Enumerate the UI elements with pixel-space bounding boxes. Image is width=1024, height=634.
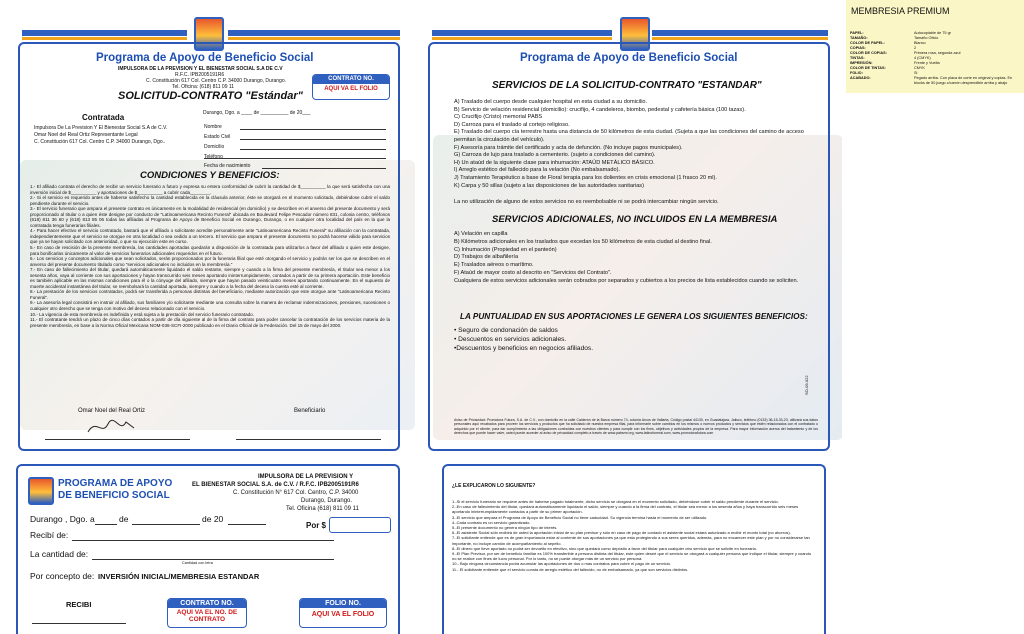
condition-item: 10.- La vigencia de esta membresía es indefinida y está sujeta a la prestación del servicio funerario contratado. (30, 311, 254, 317)
receipt-org-line-2: EL BIENESTAR SOCIAL S.A. de C.V. / R.F.C. IPB2005191R6 (192, 482, 359, 488)
checklist-title: ¿LE EXPLICARON LO SIGUIENTE? (452, 483, 536, 489)
spec-value: Tamaño Oficio (914, 36, 939, 40)
header-stripe-left-orange (22, 37, 187, 40)
condition-item: 1.- El afiliado contrata el derecho de recibir un servicio funerario a futuro y expresa su entera conformidad de cubrir la cantidad de $__________ la que será satisfecha con una inversión inicial de $__________ y aportaciones de $__________ a cubrir cada________. (30, 184, 390, 195)
checklist-panel (418, 452, 842, 634)
additional-service-item: C) Inhumación (Propiedad en el panteón) (454, 246, 557, 253)
receipt-folio-value: AQUI VA EL FOLIO (311, 611, 375, 618)
checklist-item: 7.-El solicitante entiende que es de gran importancia estar al corriente de sus aportaciones ya que esta protegiendo a sus seres queridos, además, para no encarecer este plan y por no considerarse tan importante, no incluye camión de acompañamiento al sepelio. (452, 535, 810, 546)
document-title: SOLICITUD-CONTRATO "Estándar" (118, 90, 303, 102)
service-item: H) Un ataúd de la siguiente clase para inhumación: ATAÚD METÁLICO BÁSICO. (454, 159, 655, 166)
additional-service-item: A) Velación en capilla (454, 231, 508, 237)
org-title: Programa de Apoyo de Beneficio Social (520, 52, 738, 64)
checklist-item: 6.-El asistente Social sólo recibirá de usted la aportación inicial de su plan previsor y sólo en caso de pago de contado el asistente social estará autorizado a recibir el monto total (no ahorros). (452, 530, 791, 536)
checklist-item: 5.-El presente documento no genera ningún tipo de interés. (452, 525, 558, 531)
field-telefono-label: Teléfono (204, 154, 223, 160)
spec-key: FOLIO: (850, 71, 863, 75)
service-item: D) Carroza para el traslado al cortejo religioso. (454, 121, 570, 128)
header-stripe-right-blue (228, 30, 400, 36)
receipt-org-line-5: Tel. Oficina (618) 811 09 11 (286, 506, 359, 512)
receipt-cantidad-label: La cantidad de: (30, 549, 89, 559)
receipt-folio-box (299, 598, 387, 628)
spec-value: 2 (914, 46, 917, 50)
receipt-day-line[interactable] (95, 524, 117, 525)
spec-key: COLOR DE TINTAS: (850, 66, 886, 70)
receipt-recibi-sign-label: RECIBI (66, 600, 92, 609)
contratada-line-2: Omar Noel del Real Ortiz Representante Legal (34, 132, 138, 138)
signature-left-label: Omar Noel del Real Ortiz (78, 408, 146, 414)
contract-folio-value: AQUI VA EL FOLIO (324, 86, 378, 92)
contract-folio-box (312, 74, 390, 100)
header-stripe-left-blue (432, 30, 612, 36)
benefit-item: • Descuentos en servicios adicionales. (454, 336, 567, 343)
checklist-item: 9.-El Plan Previsor, por ser de beneficio familiar es 100% transferible a persona distinta del titular, este quien deseé que el servicio se otorgará a cualquier persona que indique el titular, siempre y cuando no se realice con fines de lucro personal. Por lo tanto, no se puede otorgar más de un servicio por persona. (452, 551, 812, 562)
conditions-title: CONDICIONES Y BENEFICIOS: (140, 170, 280, 181)
contratada-line-3: C. Constitución 617 Col. Centro C.P. 34000 Durango, Dgo.. (34, 139, 166, 145)
checklist-items (452, 499, 814, 572)
spec-value: CMYK (914, 66, 925, 70)
additional-services-list (454, 231, 818, 286)
benefits-list (454, 326, 593, 353)
additional-service-item: D) Trabajos de albañilería (454, 254, 519, 261)
date-line: Durango, Dgo. a ____ de __________ de 20___ (203, 110, 311, 116)
field-domicilio-line-2[interactable] (204, 158, 386, 159)
additional-service-item: E) Traslados aéreos o marítimo. (454, 262, 534, 269)
condition-item: 7.- En caso de fallecimiento del titular, quedará automáticamente liquidado el saldo restante, siempre y cuando a la firma del presente membresía, el titular sea menor a los sesenta años, vaya al corriente con sus aportaciones y hayan transcurrido seis meses aportando ininterrumpidamente, contados a partir de su primera aportación. Este beneficio es también aplicable en las mismas condiciones para él o la cónyuge del afiliado, siempre que hayan pasado veinticuatro meses aportando continuamente. En el supuesto de muerte accidental instantánea del titular, se reembolsará la cantidad aportada, siempre y cuando a la fecha del deceso la cuenta esté al corriente. (30, 267, 390, 289)
org-line-4: Tel. Oficina: (618) 811 09 11 (172, 84, 235, 90)
spec-key: COLOR DE COPIAS: (850, 51, 887, 55)
spec-value: Frente y Vuelta (914, 61, 940, 65)
spec-note (846, 0, 1024, 93)
receipt-recibi-line[interactable] (72, 540, 334, 541)
receipt-folio-header: FOLIO NO. (300, 599, 386, 608)
signature-right-label: Beneficiario (294, 408, 326, 414)
contract-folio-header: CONTRATO NO. (313, 75, 389, 84)
privacy-notice: Aviso de Privacidad: Promotora Futura, S.A. de C.V., con domicilio en la calle Calderón de la Barca número 74, colonia Arcos de Vallarta, Código postal 44130, en Guadalajara, Jalisco, teléfono (0133) 36-15-33-23, utilizará sus datos personales aquí recabados para proveer los servicios y productos que ha solicitado de nuestra empresa filial, para informarle sobre cambios en los mismos o nuevos productos y servicios que estén relacionados con el contratado o adquirido por el cliente; para dar cumplimiento a las obligaciones contraídas con nuestros clientes y para cumplir con los fines, objetivos y actividades propios de la empresa. Para mayor información acerca del tratamiento y de los derechos que puede hacer valer, usted puede acceder al aviso de privacidad completo a través de www.pabsmr.org, www.latinofuneral.com, www.promotorafutura.com (454, 418, 818, 435)
receipt-org-line-3: C. Constitución N° 617 Col. Centro, C.P. 34000 (233, 490, 359, 496)
service-item: F) Asesoría para trámite del certificado y acta de defunción. (No incluye pagos municipales). (454, 144, 683, 151)
spec-value: Si (914, 71, 918, 75)
condition-item: 9.- La asesoría legal consistirá en instruir al afiliado, sus familiares y/o solicitante mediante una consulta sobre la manera de reclamar indemnizaciones, pensiones, sucesiones o cualquier otro derecho que se tenga con motivo del deceso relacionado con el servicio. (30, 300, 390, 312)
condition-item: 6.- Los servicios y conceptos adicionales que sean solicitados, serán proporcionados por la funeraria filial que esté otorgando el servicio y podrán ser los que se describen en el anverso del presente documento titulado como "servicios adicionales no incluidos en la membresía." (30, 256, 390, 267)
receipt-concepto-label: Por concepto de: (30, 571, 95, 581)
receipt-recibi-label: Recibí de: (30, 530, 69, 540)
spec-key: COPIAS: (850, 46, 866, 50)
checklist-item: 3.-El servicio que ampara el Programa de Apoyo de Beneficio Social no tiene caducidad. Su vigencia termina hasta el momento de ser utilizado. (452, 514, 708, 520)
benefit-item: • Seguro de condonación de saldos (454, 327, 558, 334)
receipt-org-title-2: DE BENEFICIO SOCIAL (58, 490, 170, 501)
additional-service-item: F) Ataúd de mayor costo al descrito en "Servicios del Contrato". (454, 269, 612, 276)
additional-services-title: SERVICIOS ADICIONALES, NO INCLUIDOS EN LA MEMBRESIA (492, 214, 778, 225)
receipt-date-prefix: Durango , Dgo. a (30, 514, 95, 524)
spec-value: Blanco (914, 41, 926, 45)
checklist-item: 8.-El dinero que lleve aportado no podrá ser devuelto en efectivo, sino que quedará como depósito a favor del titular para cualquier otro servicio que se solicite en funeraria. (452, 545, 757, 551)
receipt-date-de-1: de (119, 514, 129, 524)
spec-row (850, 76, 1022, 86)
receipt-cantidad-line[interactable] (92, 559, 334, 560)
checklist-item: 10.- Bajo ninguna circunstancia podrá acumular las aportaciones de dos o mas contratos para cubrir el pago de un servicio. (452, 561, 672, 567)
spec-key: ACABADO: (850, 76, 871, 80)
additional-services-note: Cualquiera de estos servicios adicionales serán cobrados por separados y cubiertos a los precios de lista establecidos cuando se soliciten. (454, 277, 799, 284)
spec-key: COLOR DE PAPEL: (850, 41, 885, 45)
org-title: Programa de Apoyo de Beneficio Social (96, 52, 314, 64)
checklist-item: 1.-Si el servicio funerario se requiere antes de haberse pagado totalmente, dicho servicio se otorgará en el momento solicitado, debiéndose cubrir el saldo pendiente durante el servicio. (452, 499, 779, 504)
service-item: B) Servicio de velación residencial (domicilio): crucifijo, 4 candeleros, biombo, pedestal y cafetería básica (100 tazas). (454, 106, 746, 113)
services-title: SERVICIOS DE LA SOLICITUD-CONTRATO "ESTANDAR" (492, 80, 762, 91)
field-nombre-label: Nombre (204, 124, 222, 130)
condition-item: 4.- Para hacer efectivo el servicio contratado, bastará que el afiliado o solicitante acredite personalmente ante "Latinoamericana Recinto Funeral" su afiliación con la contratada, independientemente que el servicio se otorgue en otra localidad o sea cedido a un tercero. El servicio que ampara el presente documento no podrá hacerse válido para servicios que ya se hayan solicitado con anterioridad, o que su ejecución este en curso. (30, 228, 390, 245)
contratada-line-1: Impulsora De La Prevision Y El Bienestar Social S.A de C.V. (34, 125, 168, 131)
org-line-1: IMPULSORA DE LA PREVISION Y EL BIENESTAR SOCIAL S.A DE C.V (118, 66, 283, 72)
vertical-code: SO-09-022 (804, 375, 809, 395)
spec-value: 4 (CMYK) (914, 56, 931, 60)
contratada-label: Contratada (82, 113, 125, 122)
signature-left-line[interactable] (45, 439, 190, 440)
receipt-contract-value: AQUI VA EL NO. DE CONTRATO (176, 609, 238, 623)
receipt-year-line[interactable] (228, 524, 266, 525)
header-stripe-right-orange (652, 37, 828, 40)
receipt-date-de-2: de 20 (202, 514, 224, 524)
services-note: La no utilización de alguno de estos servicios no es reembolsable ni se podrá intercambiar ningún servicio. (454, 199, 719, 205)
field-domicilio-line[interactable] (240, 149, 386, 150)
condition-item: 11.- El contratante tendrá un plazo de cinco días contados a partir de día siguiente al de la firma del contrato para poder cancelar la contratación de los servicios materia de la presente membresía, en base a la Norma Oficial Mexicana NOM-036-SCFI-2000 publicado en el Diario Oficial de la Federación. Del 15 de mayo del 2000. (30, 317, 390, 328)
receipt-org-title-1: PROGRAMA DE APOYO (58, 478, 173, 489)
spec-key: IMPRESIÓN: (850, 61, 873, 65)
field-fecha-nacimiento-line[interactable] (262, 168, 386, 169)
field-domicilio-label: Domicilio (204, 144, 225, 150)
field-estado-civil-label: Estado Civil (204, 134, 231, 140)
benefit-item: •Descuentos y beneficios en negocios afiliados. (454, 345, 594, 352)
condition-item: 5.- En caso de rescisión de la presente membresía, las cantidades aportadas quedarán a disposición de la contratada para utilizarlos a favor del afiliado o quien este designe, para bonificarlas únicamente al valor de servicios funerarios adicionales requeridos en el futuro. (30, 245, 390, 256)
punctuality-title: LA PUNTUALIDAD EN SUS APORTACIONES LE GENERA LOS SIGUIENTES BENEFICIOS: (460, 312, 808, 321)
org-line-2: R.F.C. IPB2005191R6 (175, 72, 225, 78)
receipt-contract-box (167, 598, 247, 628)
service-item: I) Arreglo estético del fallecido para la velación (No embalsamado). (454, 167, 621, 174)
receipt-amount-label: Por $ (306, 521, 327, 530)
header-stripe-left-blue (22, 30, 187, 36)
spec-key: TAMAÑO: (850, 36, 868, 40)
receipt-cantidad-sub: Cantidad con letra (182, 561, 213, 565)
spec-title: MEMBRESIA PREMIUM (851, 6, 950, 16)
additional-service-item: B) Kilómetros adicionales en los traslados que excedan los 50 kilómetros de esta ciudad al destino final. (454, 238, 712, 245)
condition-item: 3.- El servicio funerario que ampara el presente contrato es únicamente en la modalidad de residencial (en domicilio) y se describen en el anverso del presente documento y será proporcionado al titular o a quien éste designe por conducto de "Latinoamericana Recinto Funeral" ubicada en Boulevard Felipe Pescador número 831, colonia centro, teléfonos (618) 811 36 60 y (618) 813 85 06 todas las afiliadas al Programa de Apoyo de Beneficio Social en Durango, Durango, o en cualquier otra localidad del país en la que la contratada tenga funerarias filiales. (30, 206, 390, 228)
conditions-list (30, 184, 390, 328)
service-item: C) Crucifijo (Cristo) memorial PABS (454, 114, 543, 121)
signature-scribble-icon (86, 416, 136, 438)
receipt-org-line-1: IMPULSORA DE LA PREVISION Y (258, 474, 354, 480)
service-item: J) Tratamiento Terapéutico a base de Floral terapia para los dolientes en crisis emocional (1 frasco 20 ml). (454, 174, 717, 181)
receipt-contract-header: CONTRATO NO. (168, 599, 246, 608)
header-stripe-left-orange (432, 37, 612, 40)
service-item: A) Traslado del cuerpo desde cualquier hospital en esta ciudad a su domicilio. (454, 99, 648, 105)
service-item: G) Carroza de lujo para traslado a cementerio. (sujeto a condiciones del camino). (454, 152, 656, 159)
field-nombre-line[interactable] (240, 129, 386, 130)
receipt-concepto-value: INVERSIÓN INICIAL/MEMBRESIA ESTANDAR (98, 572, 260, 581)
receipt-signature-line[interactable] (32, 623, 126, 624)
header-stripe-right-orange (228, 37, 400, 40)
receipt-org-line-4: Durango, Durango. (301, 498, 353, 504)
checklist-item: 11.- El solicitante entiende que el servicio consta de arreglo estético del fallecido, no de embalsamado, ya que son servicios distintos. (452, 566, 689, 572)
contract-back-panel (418, 0, 842, 452)
spec-value: Autocopiable de 75 gr (914, 31, 951, 35)
service-item: E) Traslado del cuerpo cía terrestre hasta una distancia de 50 kilómetros de esta ciudad. (Sujeta a que las condiciones del camino de acceso permitan la circulación del vehículo). (454, 129, 804, 143)
contract-front-panel (0, 0, 418, 452)
spec-value: Primera rosa, segunda azul (914, 51, 961, 55)
org-line-3: C. Constitución 617 Col. Centro C.P. 34000 Durango, Durango. (146, 78, 286, 84)
spec-rows (850, 31, 1022, 86)
signature-right-line[interactable] (236, 439, 381, 440)
checklist-item: 4.-Cada contrato es un servicio garantizado. (452, 519, 531, 525)
receipt-panel (0, 452, 418, 634)
condition-item: 2.- Si el servicio es requerido antes de haberse satisfecho la cantidad establecida en la cláusula anterior, éste se otorgará en el momento solicitado, debiéndose cubrir el saldo pendiente durante el servicio. (30, 195, 390, 206)
field-estado-civil-line[interactable] (240, 139, 386, 140)
spec-value: Pegado arriba. Con placa de corte en original y copias. En blocks de 50 juego c/carrón desprendible arriba y abajo (914, 76, 1013, 85)
pabs-logo-icon (28, 477, 54, 505)
header-stripe-right-blue (652, 30, 828, 36)
services-list (454, 99, 818, 190)
condition-item: 8.- La prestación de los servicios contratados, podrá ser transferida a personas distintas del beneficiario, mediante autorización que este otorgue ante "Latinoamericana Recinto Funeral". (30, 289, 390, 300)
receipt-month-line[interactable] (132, 524, 200, 525)
spec-key: TINTAS: (850, 56, 865, 60)
service-item: K) Carpa y 50 sillas (sujeto a las disposiciones de las autoridades sanitarias) (454, 182, 644, 189)
field-fecha-nacimiento-label: Fecha de nacimiento (204, 163, 251, 169)
checklist-item: 2.-En caso de fallecimiento del titular, quedará automáticamente liquidado el saldo, siempre y cuando a la firma del contrato, el titular sea menor a los sesenta años y haya transcurrido seis meses aportando ininterrumpidamente contados a partir de su primer aportación. (452, 504, 799, 515)
spec-key: PAPEL: (850, 31, 864, 35)
receipt-amount-input[interactable] (329, 517, 391, 533)
